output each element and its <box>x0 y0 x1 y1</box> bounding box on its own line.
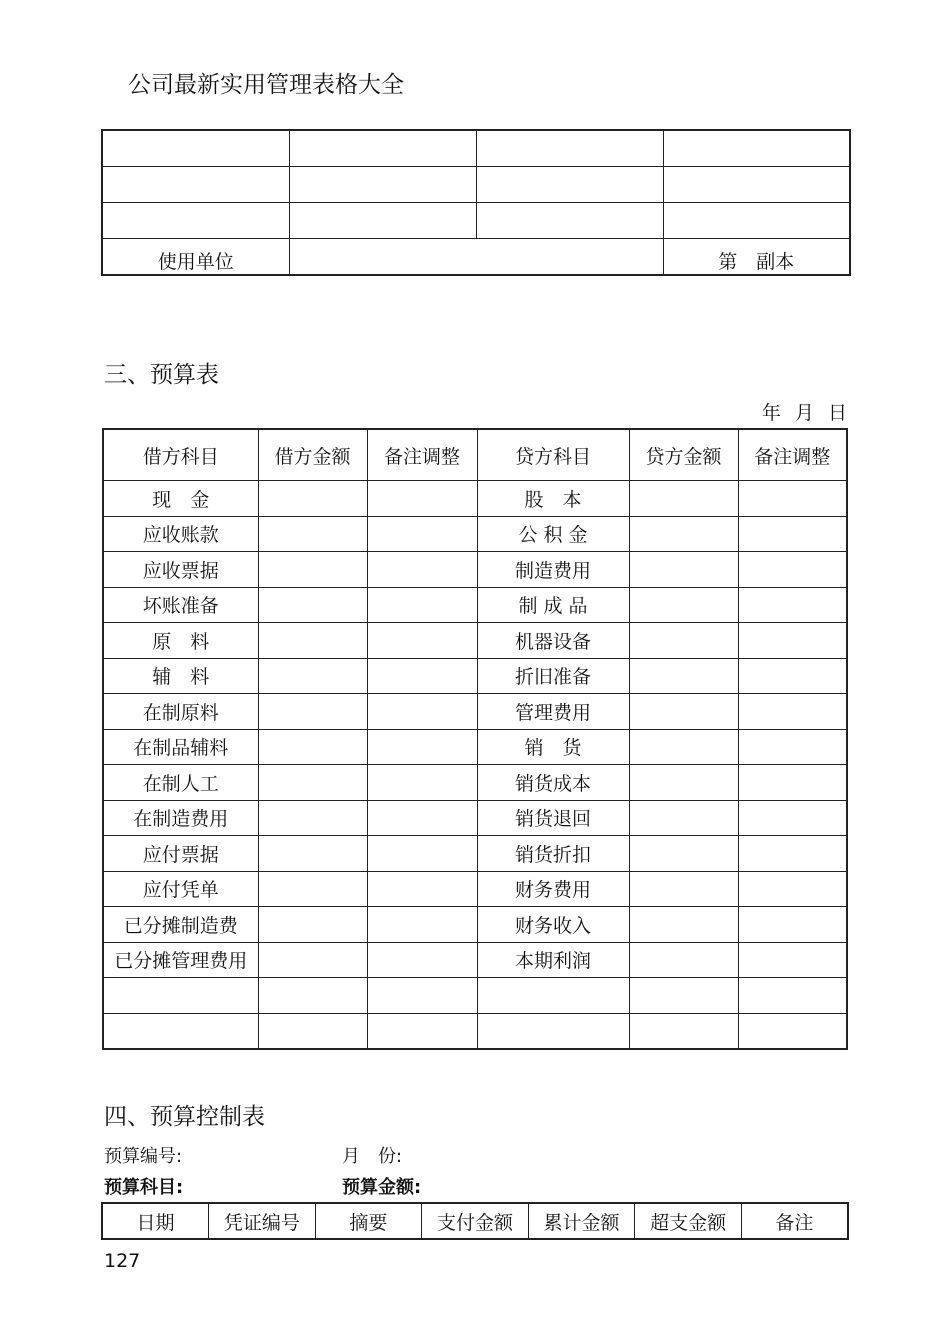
control-table-header: 超支金额 <box>635 1203 742 1239</box>
credit-amount-cell[interactable] <box>629 552 738 588</box>
credit-account-cell: 本期利润 <box>477 942 629 978</box>
credit-note-cell[interactable] <box>738 694 847 730</box>
date-label: 年 月 日 <box>761 402 847 424</box>
budget-table-row <box>103 587 847 623</box>
debit-note-cell[interactable] <box>367 694 477 730</box>
debit-amount-cell[interactable] <box>258 481 367 517</box>
budget-table-row <box>103 516 847 552</box>
debit-account-cell: 在制品辅料 <box>103 729 258 765</box>
budget-table-row <box>103 836 847 872</box>
debit-amount-cell[interactable] <box>258 765 367 801</box>
credit-note-cell[interactable] <box>738 481 847 517</box>
debit-amount-cell[interactable] <box>258 836 367 872</box>
budget-table-header: 借方金额 <box>258 429 367 481</box>
debit-account-cell: 应收票据 <box>103 552 258 588</box>
budget-table-header: 贷方科目 <box>477 429 629 481</box>
debit-account-cell: 在制人工 <box>103 765 258 801</box>
usage-unit-label: 使用单位 <box>102 239 289 276</box>
debit-note-cell[interactable] <box>367 516 477 552</box>
credit-amount-cell[interactable] <box>629 516 738 552</box>
credit-note-cell[interactable] <box>738 907 847 943</box>
debit-amount-cell[interactable] <box>258 1013 367 1049</box>
form-blank-cell[interactable] <box>102 130 289 167</box>
credit-account-cell: 股 本 <box>477 481 629 517</box>
credit-account-cell: 制 成 品 <box>477 587 629 623</box>
debit-amount-cell[interactable] <box>258 587 367 623</box>
debit-account-cell: 已分摊管理费用 <box>103 942 258 978</box>
budget-table-row <box>103 978 847 1014</box>
credit-amount-cell[interactable] <box>629 907 738 943</box>
budget-table-row <box>103 800 847 836</box>
budget-table <box>102 428 848 1050</box>
credit-account-cell <box>477 978 629 1014</box>
credit-account-cell: 财务收入 <box>477 907 629 943</box>
budget-number-label: 预算编号: <box>104 1146 183 1167</box>
budget-table-row <box>103 694 847 730</box>
control-table-header: 日期 <box>102 1203 209 1239</box>
credit-amount-cell[interactable] <box>629 481 738 517</box>
credit-amount-cell[interactable] <box>629 978 738 1014</box>
form-blank-cell[interactable] <box>102 203 289 239</box>
credit-note-cell[interactable] <box>738 658 847 694</box>
form-blank-cell[interactable] <box>663 167 850 203</box>
budget-table-row <box>103 481 847 517</box>
debit-account-cell: 原 料 <box>103 623 258 659</box>
usage-row <box>102 239 850 276</box>
budget-table-row <box>103 1013 847 1049</box>
debit-note-cell[interactable] <box>367 552 477 588</box>
debit-account-cell: 现 金 <box>103 481 258 517</box>
credit-note-cell[interactable] <box>738 729 847 765</box>
credit-account-cell: 折旧准备 <box>477 658 629 694</box>
debit-note-cell[interactable] <box>367 765 477 801</box>
debit-account-cell: 在制原料 <box>103 694 258 730</box>
form-blank-cell[interactable] <box>289 167 476 203</box>
credit-account-cell: 公 积 金 <box>477 516 629 552</box>
debit-amount-cell[interactable] <box>258 694 367 730</box>
debit-note-cell[interactable] <box>367 978 477 1014</box>
form-blank-cell[interactable] <box>289 130 476 167</box>
budget-table-header: 备注调整 <box>738 429 847 481</box>
debit-note-cell[interactable] <box>367 907 477 943</box>
control-table-header: 摘要 <box>315 1203 422 1239</box>
page-number: 127 <box>104 1250 141 1272</box>
credit-note-cell[interactable] <box>738 623 847 659</box>
credit-note-cell[interactable] <box>738 978 847 1014</box>
budget-table-row <box>103 765 847 801</box>
debit-account-cell: 应付凭单 <box>103 871 258 907</box>
credit-amount-cell[interactable] <box>629 942 738 978</box>
debit-amount-cell[interactable] <box>258 552 367 588</box>
budget-table-row <box>103 658 847 694</box>
budget-amount-label: 预算金额: <box>342 1177 422 1198</box>
copy-number-label: 第 副本 <box>663 239 850 276</box>
budget-table-row <box>103 729 847 765</box>
form-blank-row <box>102 203 850 239</box>
credit-amount-cell[interactable] <box>629 800 738 836</box>
credit-amount-cell[interactable] <box>629 836 738 872</box>
budget-table-row <box>103 552 847 588</box>
debit-account-cell: 坏账准备 <box>103 587 258 623</box>
credit-amount-cell[interactable] <box>629 765 738 801</box>
debit-note-cell[interactable] <box>367 836 477 872</box>
debit-account-cell: 在制造费用 <box>103 800 258 836</box>
debit-note-cell[interactable] <box>367 587 477 623</box>
control-table-header: 累计金额 <box>528 1203 635 1239</box>
budget-table-row <box>103 623 847 659</box>
credit-note-cell[interactable] <box>738 552 847 588</box>
budget-table-row <box>103 871 847 907</box>
budget-table-header: 借方科目 <box>103 429 258 481</box>
credit-note-cell[interactable] <box>738 836 847 872</box>
debit-note-cell[interactable] <box>367 1013 477 1049</box>
debit-note-cell[interactable] <box>367 942 477 978</box>
budget-table-row <box>103 942 847 978</box>
debit-note-cell[interactable] <box>367 729 477 765</box>
form-blank-cell[interactable] <box>663 130 850 167</box>
debit-account-cell <box>103 978 258 1014</box>
debit-note-cell[interactable] <box>367 800 477 836</box>
top-form-table <box>101 129 851 276</box>
form-blank-cell[interactable] <box>663 203 850 239</box>
debit-account-cell: 辅 料 <box>103 658 258 694</box>
control-table-header: 支付金额 <box>422 1203 529 1239</box>
debit-amount-cell[interactable] <box>258 978 367 1014</box>
section-title-budget: 三、预算表 <box>104 362 219 388</box>
budget-table-header: 备注调整 <box>367 429 477 481</box>
debit-amount-cell[interactable] <box>258 729 367 765</box>
debit-amount-cell[interactable] <box>258 516 367 552</box>
form-blank-row <box>102 130 850 167</box>
debit-amount-cell[interactable] <box>258 800 367 836</box>
credit-amount-cell[interactable] <box>629 729 738 765</box>
credit-account-cell: 制造费用 <box>477 552 629 588</box>
budget-table-row <box>103 907 847 943</box>
debit-account-cell <box>103 1013 258 1049</box>
budget-table-header: 贷方金额 <box>629 429 738 481</box>
control-table-header: 备注 <box>741 1203 848 1239</box>
credit-note-cell[interactable] <box>738 516 847 552</box>
form-blank-cell[interactable] <box>476 203 663 239</box>
credit-account-cell: 销 货 <box>477 729 629 765</box>
usage-unit-field[interactable] <box>289 239 663 276</box>
credit-note-cell[interactable] <box>738 765 847 801</box>
budget-control-table <box>101 1202 849 1240</box>
credit-amount-cell[interactable] <box>629 871 738 907</box>
form-blank-cell[interactable] <box>102 167 289 203</box>
debit-account-cell: 应付票据 <box>103 836 258 872</box>
debit-note-cell[interactable] <box>367 658 477 694</box>
page-header-title: 公司最新实用管理表格大全 <box>128 72 404 98</box>
credit-note-cell[interactable] <box>738 871 847 907</box>
credit-amount-cell[interactable] <box>629 587 738 623</box>
form-blank-cell[interactable] <box>476 130 663 167</box>
debit-note-cell[interactable] <box>367 871 477 907</box>
credit-note-cell[interactable] <box>738 587 847 623</box>
credit-note-cell[interactable] <box>738 800 847 836</box>
credit-account-cell: 销货折扣 <box>477 836 629 872</box>
form-blank-cell[interactable] <box>289 203 476 239</box>
credit-account-cell: 财务费用 <box>477 871 629 907</box>
credit-amount-cell[interactable] <box>629 694 738 730</box>
form-blank-row <box>102 167 850 203</box>
control-table-header: 凭证编号 <box>209 1203 316 1239</box>
budget-item-label: 预算科目: <box>104 1177 184 1198</box>
credit-account-cell <box>477 1013 629 1049</box>
credit-note-cell[interactable] <box>738 1013 847 1049</box>
debit-note-cell[interactable] <box>367 481 477 517</box>
credit-amount-cell[interactable] <box>629 623 738 659</box>
debit-amount-cell[interactable] <box>258 623 367 659</box>
credit-account-cell: 管理费用 <box>477 694 629 730</box>
credit-account-cell: 机器设备 <box>477 623 629 659</box>
debit-account-cell: 应收账款 <box>103 516 258 552</box>
debit-account-cell: 已分摊制造费 <box>103 907 258 943</box>
debit-amount-cell[interactable] <box>258 907 367 943</box>
form-blank-cell[interactable] <box>476 167 663 203</box>
credit-amount-cell[interactable] <box>629 658 738 694</box>
debit-amount-cell[interactable] <box>258 871 367 907</box>
credit-amount-cell[interactable] <box>629 1013 738 1049</box>
credit-account-cell: 销货成本 <box>477 765 629 801</box>
debit-amount-cell[interactable] <box>258 942 367 978</box>
debit-note-cell[interactable] <box>367 623 477 659</box>
credit-note-cell[interactable] <box>738 942 847 978</box>
section-title-budget-control: 四、预算控制表 <box>104 1104 265 1130</box>
month-label: 月 份: <box>342 1146 403 1167</box>
credit-account-cell: 销货退回 <box>477 800 629 836</box>
debit-amount-cell[interactable] <box>258 658 367 694</box>
